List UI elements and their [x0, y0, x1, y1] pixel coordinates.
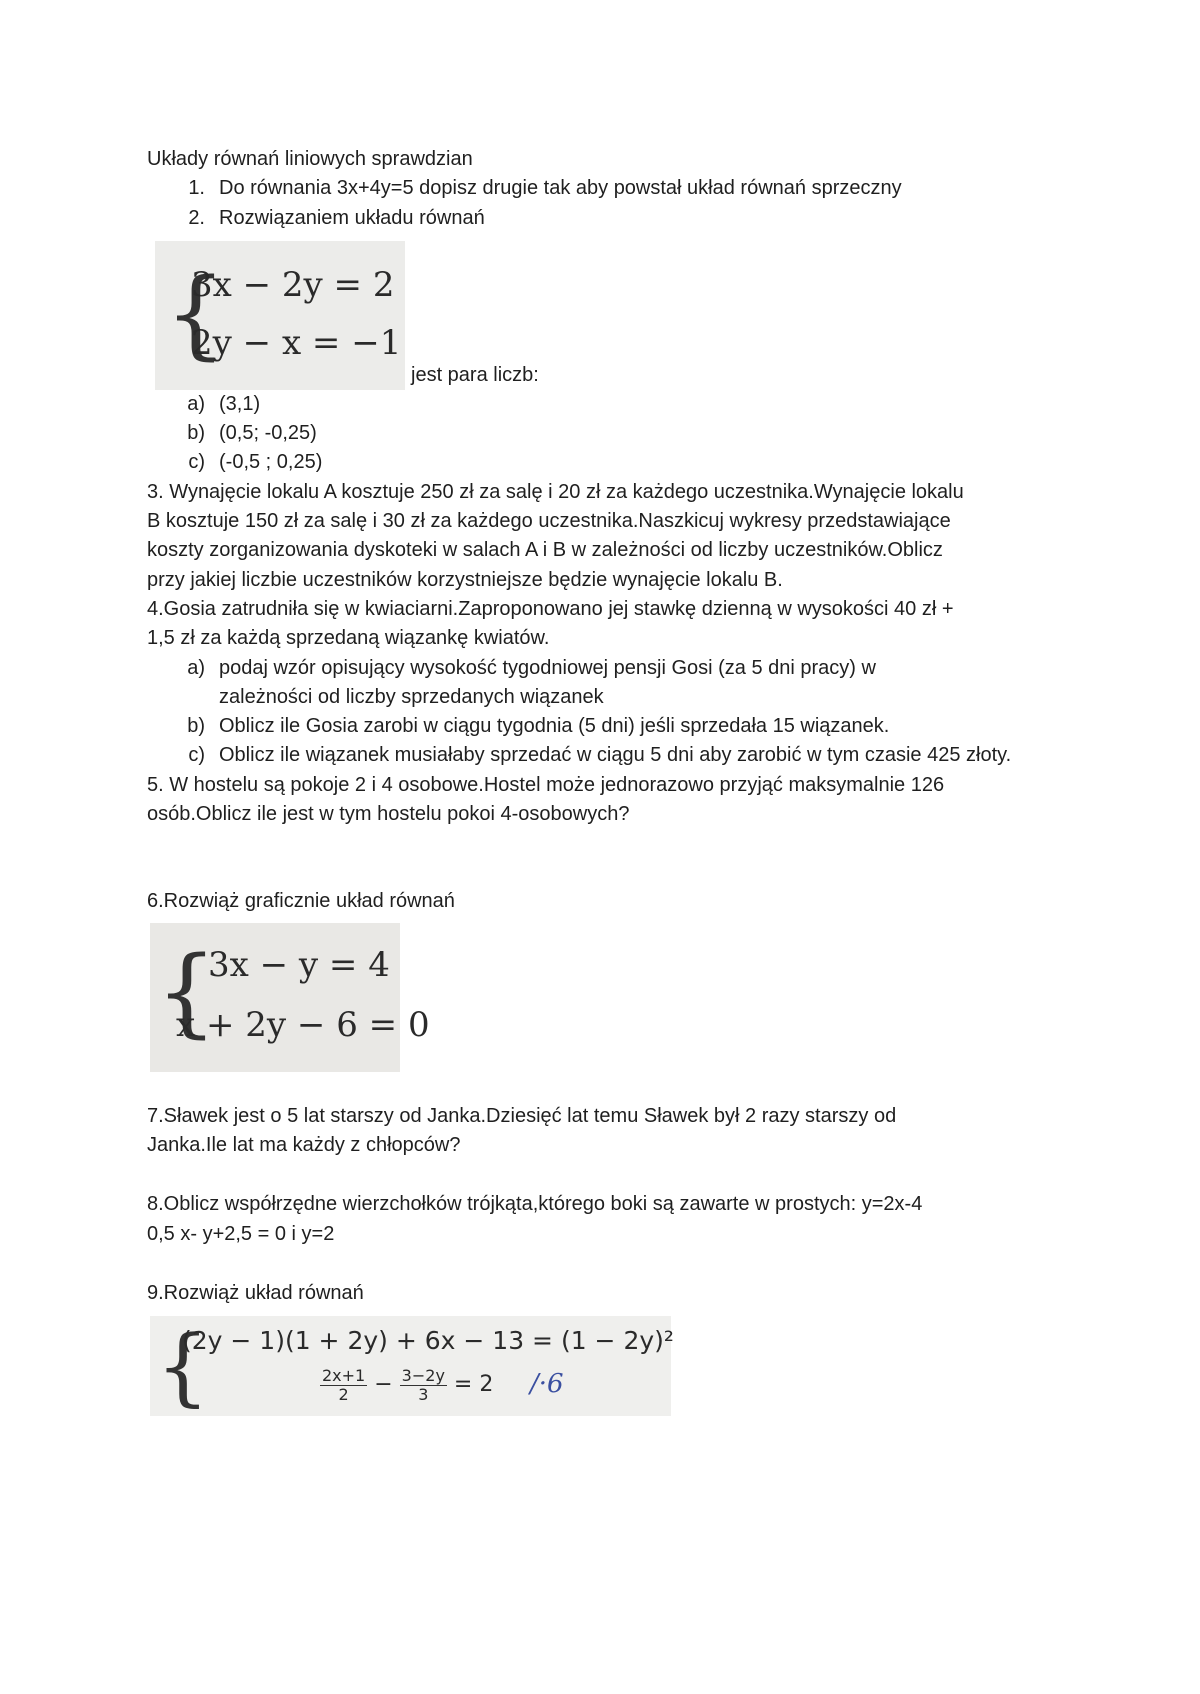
option-label: a)	[187, 656, 205, 679]
question-4-option-c	[147, 741, 1077, 770]
page-title: Układy równań liniowych sprawdzian	[147, 148, 473, 170]
question-1-number: 1.	[188, 177, 205, 200]
question-4-line: 1,5 zł za każdą sprzedaną wiązankę kwiatów.	[147, 627, 550, 650]
question-2-text: Rozwiązaniem układu równań	[219, 206, 485, 229]
fraction-2-numerator: 3−2y	[401, 1365, 445, 1385]
question-9-eq-2	[320, 1362, 493, 1408]
question-6	[147, 887, 1077, 1071]
question-2-number: 2.	[188, 206, 205, 229]
handwritten-note: /·6	[530, 1369, 564, 1400]
minus-sign: −	[374, 1372, 393, 1398]
question-2-option-c	[147, 448, 1077, 477]
option-text: (-0,5 ; 0,25)	[219, 451, 323, 474]
option-label: c)	[188, 451, 205, 474]
question-9-text: 9.Rozwiąż układ równań	[147, 1281, 364, 1304]
left-brace: {	[156, 1317, 210, 1416]
equation-rhs: = 2	[453, 1372, 494, 1398]
left-brace: {	[165, 257, 227, 370]
question-5-line: 5. W hostelu są pokoje 2 i 4 osobowe.Hostel może jednorazowo przyjąć maksymalnie 126	[147, 773, 945, 796]
question-8-line: 0,5 x- y+2,5 = 0 i y=2	[147, 1222, 335, 1245]
question-4-option-a	[147, 654, 1077, 713]
question-8	[147, 1190, 1077, 1249]
fraction-1-denominator: 2	[338, 1384, 349, 1404]
question-2-equation-image	[155, 241, 405, 390]
question-7-line: 7.Sławek jest o 5 lat starszy od Janka.Dziesięć lat temu Sławek był 2 razy starszy od	[147, 1104, 897, 1127]
question-9-eq-1: (2y − 1)(1 + 2y) + 6x − 13 = (1 − 2y)²	[182, 1326, 674, 1356]
question-2	[147, 204, 1077, 233]
question-2-system-row	[147, 233, 1077, 390]
question-6-text: 6.Rozwiąż graficznie układ równań	[147, 890, 455, 913]
question-9-equation-image	[150, 1316, 674, 1416]
question-2-option-a	[147, 390, 1077, 419]
question-8-line: 8.Oblicz współrzędne wierzchołków trójkąta,którego boki są zawarte w prostych: y=2x-4	[147, 1193, 923, 1216]
fraction-2-denominator: 3	[418, 1384, 429, 1404]
left-brace: {	[156, 935, 218, 1048]
question-9	[147, 1279, 1077, 1416]
question-2-after-text: jest para liczb:	[411, 363, 539, 386]
question-6-eq-2: x + 2y − 6 = 0	[176, 1004, 430, 1045]
question-7-line: Janka.Ile lat ma każdy z chłopców?	[147, 1133, 461, 1156]
question-3-line: koszty zorganizowania dyskoteki w salach A i B w zależności od liczby uczestników.Oblicz	[147, 539, 943, 562]
option-label: b)	[187, 715, 205, 738]
question-5	[147, 771, 1077, 830]
option-label: a)	[187, 392, 205, 415]
question-6-equation-image	[150, 923, 430, 1072]
question-1	[147, 174, 1077, 203]
question-7	[147, 1102, 1077, 1161]
worksheet-page	[147, 145, 1077, 1416]
question-4-line: 4.Gosia zatrudniła się w kwiaciarni.Zaproponowano jej stawkę dzienną w wysokości 40 zł +	[147, 597, 954, 620]
question-3-line: 3. Wynajęcie lokalu A kosztuje 250 zł za salę i 20 zł za każdego uczestnika.Wynajęcie lokalu	[147, 480, 964, 503]
question-3-line: B kosztuje 150 zł za salę i 30 zł za każdego uczestnika.Naszkicuj wykresy przedstawiające	[147, 510, 951, 533]
option-text: (0,5; -0,25)	[219, 422, 317, 445]
option-text: podaj wzór opisujący wysokość tygodniowej pensji Gosi (za 5 dni pracy) w zależności od liczby sprzedanych wiązanek	[219, 656, 876, 708]
option-text: Oblicz ile Gosia zarobi w ciągu tygodnia (5 dni) jeśli sprzedała 15 wiązanek.	[219, 715, 890, 738]
question-4-option-b	[147, 712, 1077, 741]
question-6-eq-1: 3x − y = 4	[208, 944, 390, 985]
question-3-line: przy jakiej liczbie uczestników korzystniejsze będzie wynajęcie lokalu B.	[147, 568, 783, 591]
question-1-text: Do równania 3x+4y=5 dopisz drugie tak aby powstał układ równań sprzeczny	[219, 177, 902, 200]
fraction-2	[400, 1367, 447, 1404]
question-5-line: osób.Oblicz ile jest w tym hostelu pokoi 4-osobowych?	[147, 803, 630, 826]
fraction-1-numerator: 2x+1	[322, 1365, 366, 1385]
option-text: (3,1)	[219, 392, 261, 415]
question-4	[147, 595, 1077, 771]
question-2-eq-2: 2y − x = −1	[191, 322, 402, 363]
question-3	[147, 478, 1077, 595]
option-label: c)	[188, 744, 205, 767]
option-label: b)	[187, 422, 205, 445]
question-2-eq-1: 3x − 2y = 2	[191, 264, 395, 305]
option-text: Oblicz ile wiązanek musiałaby sprzedać w ciągu 5 dni aby zarobić w tym czasie 425 złoty.	[219, 744, 1012, 767]
fraction-1	[320, 1367, 367, 1404]
question-2-option-b	[147, 419, 1077, 448]
